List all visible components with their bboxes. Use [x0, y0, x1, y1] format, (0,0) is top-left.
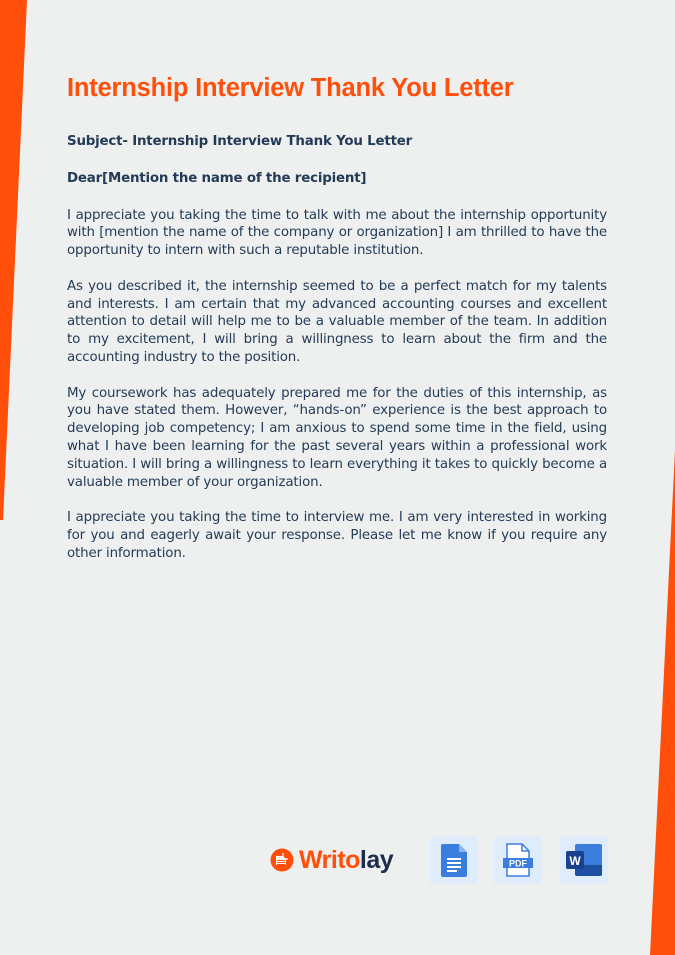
pdf-file-icon	[501, 843, 535, 877]
letter-body	[67, 133, 607, 580]
paragraph: I appreciate you taking the time to interview me. I am very interested in working for you and eagerly await your response. Please let me know if you require any other information.	[67, 510, 607, 561]
greeting-line: Dear[Mention the name of the recipient]	[67, 170, 367, 186]
pdf-label: PDF	[509, 858, 527, 869]
word-label: W	[569, 854, 581, 868]
google-docs-download-button[interactable]	[430, 836, 478, 884]
paragraph: My coursework has adequately prepared me for the duties of this internship, as you have stated them. However, “hands-on” experience is the best approach to developing job competency; I am anxious to spend some time in the field, using what I have been learning for the past several years within a professional work situation. I will bring a willingness to learn everything it takes to quickly become a valuable member of your organization.	[67, 385, 607, 490]
brand-name	[299, 846, 393, 875]
google-docs-icon	[441, 844, 467, 877]
word-icon	[565, 843, 603, 877]
word-download-button[interactable]	[560, 836, 608, 884]
writolay-logo[interactable]	[270, 845, 393, 875]
brand-name-part1: Writo	[299, 845, 360, 874]
decorative-right-stripe	[650, 450, 675, 955]
paragraph: I appreciate you taking the time to talk with me about the internship opportunity with [mention the name of the company or organization] I am thrilled to have the opportunity to intern with such a reputable institution.	[67, 207, 607, 259]
paragraph: As you described it, the internship seemed to be a perfect match for my talents and interests. I am certain that my advanced accounting courses and excellent attention to detail will help me to be a valuable member of the team. In addition to my excitement, I will bring a willingness to learn about the firm and the accounting industry to the position.	[67, 278, 607, 365]
pdf-download-button[interactable]	[494, 836, 542, 884]
document-title: Internship Interview Thank You Letter	[67, 74, 514, 102]
subject-line: Subject- Internship Interview Thank You Letter	[67, 134, 413, 149]
brand-name-part2: lay	[359, 845, 394, 874]
document-circle-icon	[270, 848, 294, 872]
